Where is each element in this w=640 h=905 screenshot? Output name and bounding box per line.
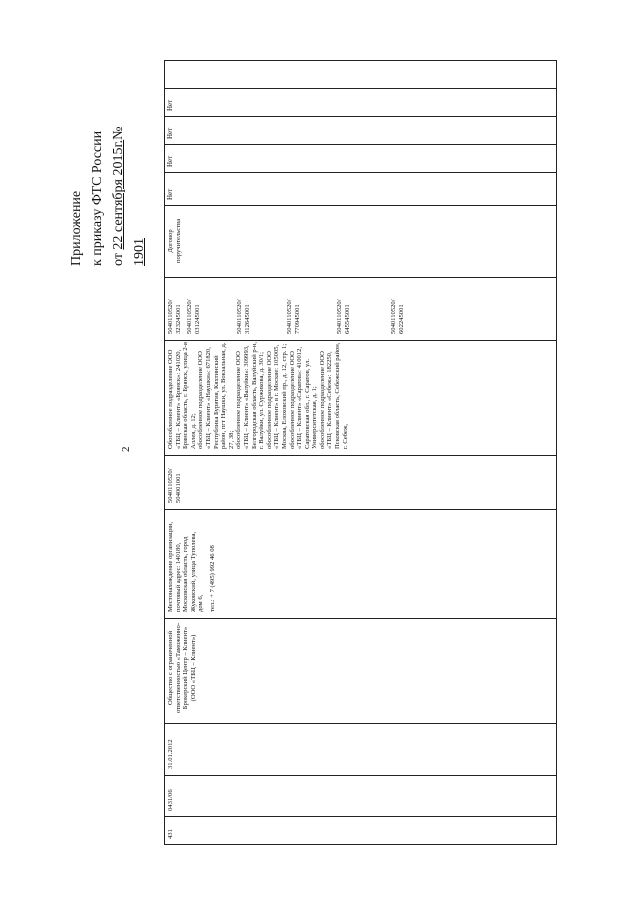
location-line: Московская область, город <box>182 536 190 612</box>
subdivision-item: Обособленное подразделение ООО «ТБЦ – Клиент» «Брянск»: 241020, Брянская область, г. Брянск, улица 2-я Аллея, д. 12; <box>167 342 197 449</box>
subdivision-item: обособленное подразделение ООО «ТБЦ – Клиент» «Саратов»: 410012, Саратовская обл., г. Саратов, ул. Университетская, д. 1; <box>288 346 319 449</box>
col-divider <box>164 775 557 776</box>
kpp-entry: 5040110520/ 645545001 <box>336 299 351 334</box>
header-from: от <box>111 249 126 266</box>
subdivision-item: обособленное подразделение ООО «ТБЦ – Клиент» «Валуйки»: 309993, Белгородская область, Валуйский р-н, г. Валуйки, ул. Суржикова, д. 30/1; <box>235 341 266 449</box>
header-line-1: Приложение <box>69 190 84 266</box>
col-divider <box>164 88 557 89</box>
subdivision-item: обособленное подразделение ООО «ТБЦ – Клиент» «Наушки»: 671820, Республика Бурятия, Кяхтинский район, пгт Наушки, ул. Вокзальная, д. 27, 38; <box>197 342 235 449</box>
col-divider <box>164 172 557 173</box>
flag-value: Нет <box>166 99 174 111</box>
order-number-label: № <box>111 126 126 140</box>
col-divider <box>164 618 557 619</box>
registry-code: 0431/06 <box>167 789 174 811</box>
table-border-bottom <box>164 844 557 845</box>
flag-value: Нет <box>166 188 174 200</box>
kpp-entry: 5040110520/ 031245001 <box>186 299 201 334</box>
order-date: 22 сентября 2015г. <box>111 139 126 250</box>
basis-document: Договор поручительства <box>167 218 182 264</box>
col-divider <box>164 455 557 456</box>
col-divider <box>164 723 557 724</box>
kpp-entry: 5040110520/ 602245001 <box>390 299 405 334</box>
col-divider <box>164 277 557 278</box>
kpp-entry: 5040110520/ 323245001 <box>167 299 182 334</box>
kpp-entry: 5040110520/ 770945001 <box>286 299 301 334</box>
subdivision-item: обособленное подразделение ООО «ТБЦ – Клиент» в г. Москве: 105005, Москва, Елоховский пр., д. 12, стр. 1; <box>265 343 288 449</box>
col-divider <box>164 116 557 117</box>
header-line-2: к приказу ФТС России <box>90 130 105 266</box>
registry-date: 31.01.2012 <box>167 739 174 769</box>
kpp-entry: 5040110520/ 312645001 <box>236 299 251 334</box>
location-line: Местонахождение организации, <box>167 521 174 612</box>
col-divider <box>164 816 557 817</box>
table-border-right <box>556 60 557 845</box>
organization-location <box>167 510 217 612</box>
col-divider <box>164 205 557 206</box>
table-border-top <box>164 60 557 61</box>
flag-value: Нет <box>166 155 174 167</box>
location-line: тел.: + 7 (495) 992 46 08 <box>208 545 216 612</box>
location-line: почтовый адрес: 140180, <box>174 542 182 612</box>
organization-name: Общество с ограниченной ответственностью «Таможенно-Брокерский Центр – Клиент» (ООО «ТБЦ – Клиент») <box>167 622 197 714</box>
inn-kpp: 5040110520/ 504001001 <box>167 468 182 503</box>
order-number: 1901 <box>132 238 147 266</box>
subdivisions-list <box>167 341 349 449</box>
table-border-left <box>164 60 165 845</box>
location-line: Жуковский, улица Туполева, <box>189 531 197 612</box>
col-divider <box>164 144 557 145</box>
page-number: 2 <box>120 446 132 452</box>
subdivision-item: обособленное подразделение ООО «ТБЦ – Клиент» «Себеж»: 182250, Псковская область, Себежский район, г. Себеж, <box>318 342 349 449</box>
location-line: дом 6, <box>197 594 205 612</box>
row-index: 431 <box>167 829 174 839</box>
col-divider <box>164 509 557 510</box>
flag-value: Нет <box>166 127 174 139</box>
